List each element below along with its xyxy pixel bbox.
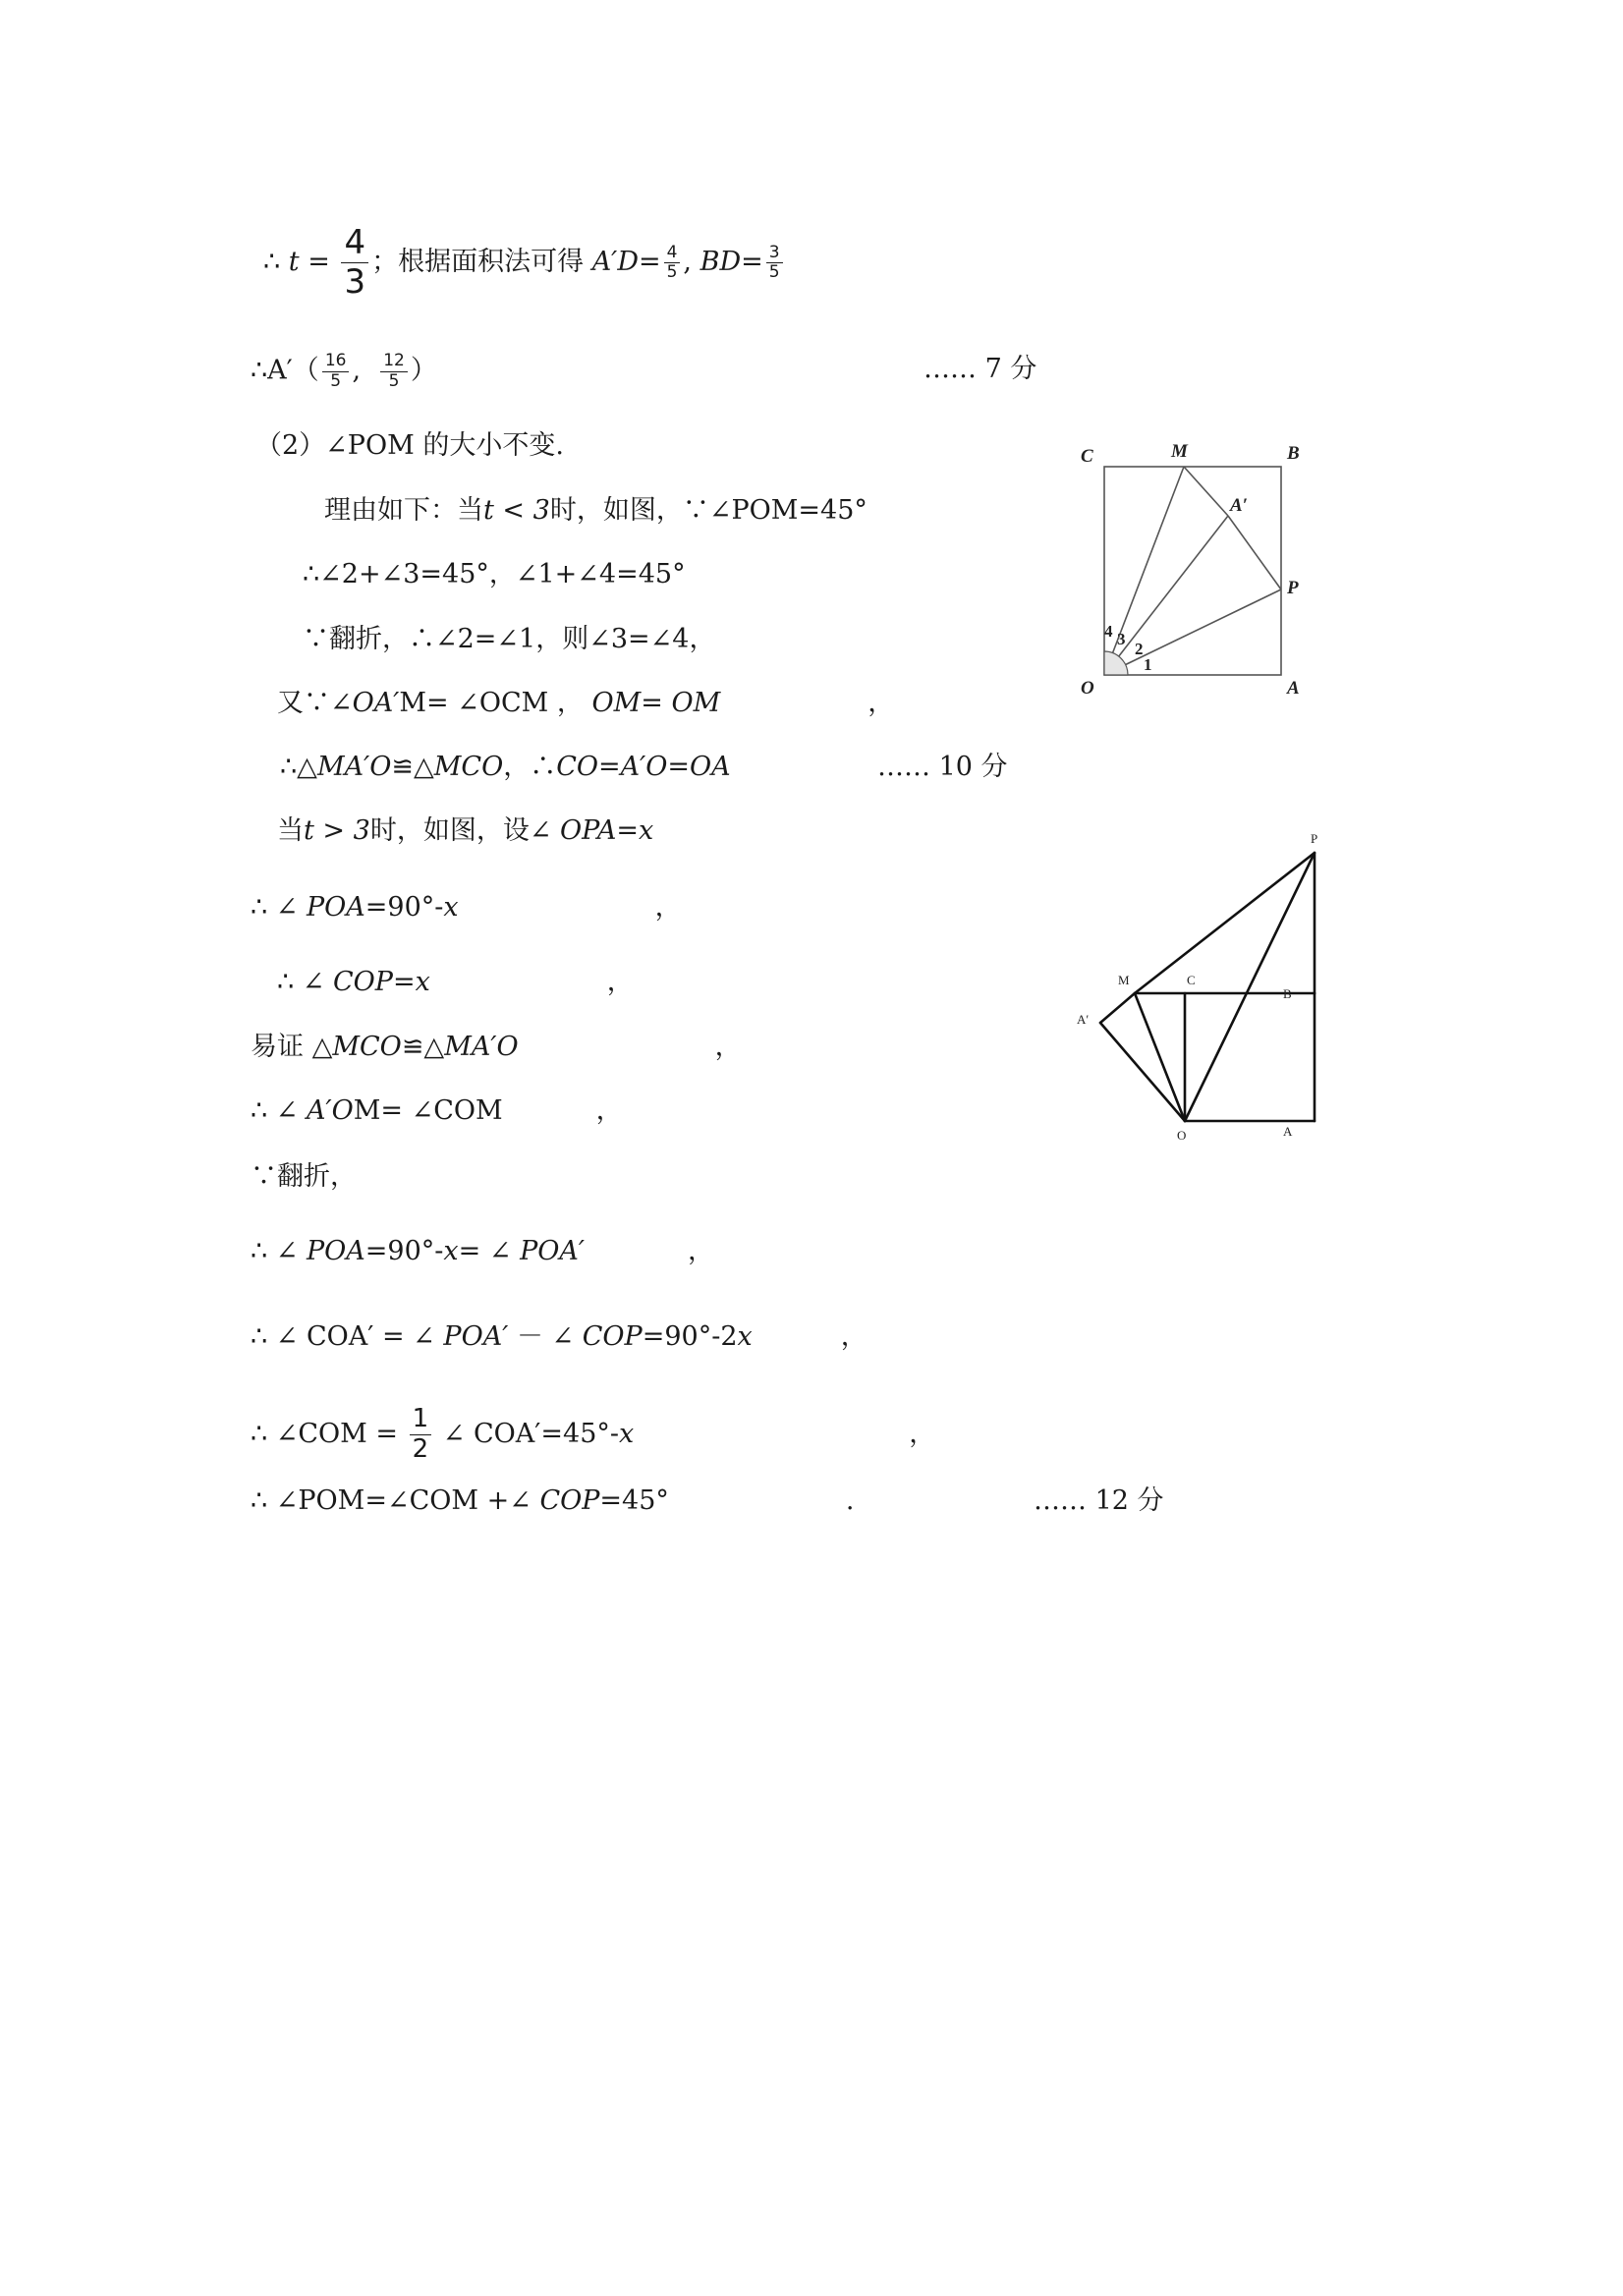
text: ∴ ∠	[277, 967, 325, 997]
angle-3: 3	[1117, 630, 1126, 648]
text: MA′O	[444, 1032, 519, 1062]
case-t-greater-3	[277, 813, 653, 849]
fraction-3-5	[766, 244, 783, 283]
numerator: 3	[766, 244, 783, 264]
denominator: 3	[344, 262, 366, 303]
score-10: …… 10 分	[877, 752, 1008, 782]
angle-marks	[1104, 651, 1128, 675]
step-poa	[251, 890, 682, 925]
text: ∴ ∠POM=∠COM +∠	[251, 1485, 532, 1516]
text: POA′	[520, 1236, 586, 1266]
reason-line	[324, 493, 867, 529]
text: COP	[582, 1321, 643, 1352]
text: OPA=x	[560, 815, 654, 846]
label-b: B	[1283, 986, 1292, 1001]
angle-4: 4	[1104, 622, 1113, 641]
comma: ,	[683, 247, 693, 278]
text: x	[443, 1236, 459, 1266]
score-12: …… 12 分	[1034, 1485, 1164, 1516]
segment-a-prime-o	[1100, 1023, 1185, 1121]
segment-ad: A′D	[591, 247, 639, 278]
step-cop	[277, 965, 634, 1000]
label-a-prime: A′	[1077, 1012, 1090, 1027]
text: ∴ ∠	[251, 1236, 299, 1266]
fraction-1-2	[410, 1405, 432, 1465]
label-p: P	[1311, 831, 1318, 846]
comma: ，	[606, 967, 634, 997]
label-p: P	[1287, 578, 1299, 598]
text: ∠ COA′=45°-	[442, 1418, 619, 1449]
fold-line: ∵翻折，∴∠2=∠1，则∠3=∠4，	[303, 624, 716, 654]
label-c: C	[1081, 446, 1093, 467]
text: OA′	[352, 688, 400, 718]
text: ，∴	[503, 752, 557, 782]
label-c: C	[1187, 973, 1196, 987]
step-com-half	[251, 1405, 935, 1465]
fraction-12-5	[380, 352, 408, 391]
text: MCO	[332, 1032, 402, 1062]
reason-prefix: 理由如下：当	[324, 495, 483, 526]
text: COP	[539, 1485, 600, 1516]
step-aom	[251, 1093, 623, 1129]
segment-oa	[1104, 516, 1228, 675]
segment-ma	[1184, 467, 1228, 516]
text: MA′O	[316, 752, 392, 782]
square-outline	[1104, 467, 1281, 675]
text: POA	[306, 1236, 365, 1266]
text: =90°-	[364, 1236, 444, 1266]
label-o: O	[1177, 1128, 1187, 1143]
step-congruent	[251, 1030, 742, 1065]
therefore-symbol: ∴	[263, 247, 281, 278]
text: 当	[277, 815, 304, 846]
close-paren: ）	[410, 355, 437, 386]
numerator: 1	[410, 1405, 432, 1435]
text: x	[619, 1418, 635, 1449]
point-a-prime-label: ∴A′（	[251, 355, 319, 386]
text: COP=x	[332, 967, 430, 997]
conclusion-line	[251, 1484, 855, 1519]
text: =90°-	[364, 892, 444, 923]
condition: t > 3	[304, 815, 370, 846]
condition: t < 3	[483, 495, 550, 526]
angle-equal-line	[277, 686, 894, 721]
line-a-prime-coords	[251, 352, 437, 391]
label-o: O	[1081, 678, 1094, 699]
text: 易证 △	[251, 1032, 333, 1062]
period: .	[845, 1485, 855, 1516]
numerator: 4	[341, 224, 368, 263]
step-fold: ∵翻折，	[251, 1161, 357, 1192]
text: CO=A′O=OA	[556, 752, 731, 782]
comma: ，	[654, 892, 682, 923]
numerator: 16	[322, 352, 350, 372]
segment-ma-prime	[1100, 993, 1135, 1023]
text: ∴△	[280, 752, 317, 782]
congruence-line	[280, 750, 731, 785]
fraction-4-3	[341, 224, 368, 302]
step-poa-prime	[251, 1234, 714, 1269]
comma: ，	[840, 1321, 867, 1352]
segment-po	[1185, 853, 1315, 1121]
text: x	[737, 1321, 753, 1352]
label-b: B	[1287, 443, 1300, 464]
angle-1: 1	[1144, 655, 1152, 674]
denominator: 5	[330, 370, 342, 391]
numerator: 4	[664, 244, 681, 264]
reason-suffix: 时，如图，∵∠POM=45°	[549, 495, 867, 526]
segment-ap	[1228, 516, 1281, 589]
step-coa-prime	[251, 1319, 867, 1355]
text: ∴ ∠	[251, 1095, 299, 1126]
comma: ，	[688, 1236, 715, 1266]
text: x	[443, 892, 459, 923]
text: M= ∠COM	[353, 1095, 503, 1126]
comma: ,	[352, 355, 362, 386]
numerator: 12	[380, 352, 408, 372]
text: M= ∠OCM ，	[399, 688, 584, 718]
equals: =	[308, 247, 330, 278]
comma: ，	[909, 1418, 936, 1449]
text: POA	[306, 892, 365, 923]
text: A′O	[306, 1095, 354, 1126]
figure-square-fold	[1071, 432, 1300, 699]
segment-bd: BD	[700, 247, 742, 278]
label-a: A	[1287, 678, 1300, 699]
comma: ，	[867, 688, 895, 718]
segment-pm	[1135, 853, 1315, 993]
comma: ，	[714, 1032, 742, 1062]
area-method-text: ；根据面积法可得	[371, 247, 585, 278]
text: 时，如图，设∠	[369, 815, 552, 846]
angle-2: 2	[1135, 640, 1144, 658]
text: ≌△	[391, 752, 434, 782]
text: ∴ ∠ COA′ = ∠	[251, 1321, 435, 1352]
score-7: …… 7 分	[923, 354, 1037, 384]
denominator: 5	[666, 262, 678, 283]
equals: =	[741, 247, 763, 278]
fraction-16-5	[322, 352, 350, 391]
label-m: M	[1118, 973, 1130, 987]
text: =45°	[599, 1485, 669, 1516]
denominator: 2	[412, 1433, 429, 1464]
denominator: 5	[768, 262, 780, 283]
part-2-heading: （2）∠POM 的大小不变.	[255, 430, 564, 461]
comma: ，	[595, 1095, 623, 1126]
angle-sum-line: ∴∠2+∠3=45°，∠1+∠4=45°	[303, 559, 686, 589]
label-a: A	[1283, 1124, 1293, 1139]
text: MCO	[433, 752, 504, 782]
text: = ∠	[458, 1236, 512, 1266]
label-m: M	[1171, 441, 1188, 462]
text: ∴ ∠	[251, 892, 299, 923]
text: ∴ ∠COM =	[251, 1418, 399, 1449]
denominator: 5	[388, 370, 400, 391]
text: OM= OM	[591, 688, 721, 718]
figure-fold-case-2	[1071, 823, 1318, 1148]
text: POA′	[443, 1321, 509, 1352]
fraction-4-5	[664, 244, 681, 283]
text: ≌△	[401, 1032, 445, 1062]
var-t: t	[288, 247, 300, 278]
line-t-value	[263, 224, 786, 302]
text: =90°-2	[642, 1321, 738, 1352]
segment-mo	[1135, 993, 1185, 1121]
text: － ∠	[516, 1321, 575, 1352]
text: 又∵∠	[277, 688, 353, 718]
segment-op	[1104, 589, 1281, 675]
label-a-prime: A′	[1230, 495, 1249, 516]
equals: =	[638, 247, 661, 278]
